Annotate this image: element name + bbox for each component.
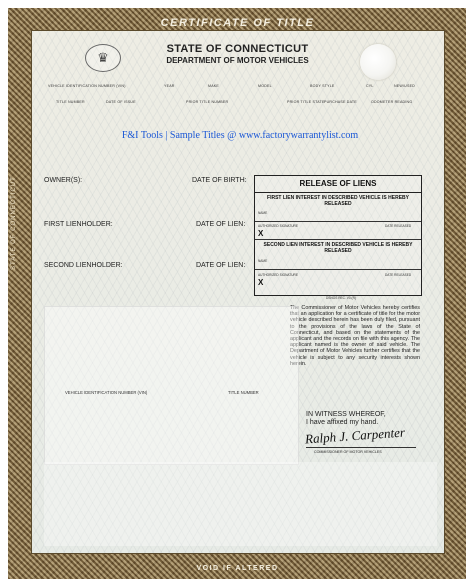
header-body-style: BODY STYLE	[310, 84, 335, 88]
state-name: STATE OF CONNECTICUT	[166, 43, 309, 55]
header-year: YEAR	[164, 84, 175, 88]
header-prior-title-number: PRIOR TITLE NUMBER	[186, 100, 229, 104]
first-date-label: DATE RELEASED	[385, 224, 412, 228]
form-code: DSNOS REC. V0.(R)	[326, 296, 356, 300]
second-date-label: DATE RELEASED	[385, 273, 412, 277]
blank-area-left	[44, 306, 299, 465]
second-sig-label: AUTHORIZED SIGNATURE	[258, 273, 298, 277]
lower-title-number-label: TITLE NUMBER	[228, 390, 259, 395]
header-date-of-issue: DATE OF ISSUE	[106, 100, 136, 104]
first-lien-release-text: FIRST LIEN INTEREST IN DESCRIBED VEHICLE IS HEREBY RELEASED	[267, 195, 409, 207]
embossed-seal-icon	[360, 44, 396, 80]
first-sig-line	[255, 239, 421, 240]
signature-line	[306, 447, 416, 448]
second-x-mark: X	[258, 278, 264, 287]
header-purchase-date: PURCHASE DATE	[324, 100, 357, 104]
release-of-liens-box	[254, 175, 422, 296]
header-vin: VEHICLE IDENTIFICATION NUMBER (VIN)	[48, 84, 126, 88]
header-make: MAKE	[208, 84, 219, 88]
commissioner-signature: Ralph J. Carpenter	[304, 424, 406, 447]
first-x-mark: X	[258, 229, 264, 238]
certificate-banner: CERTIFICATE OF TITLE	[160, 17, 315, 29]
date-of-lien-2-label: DATE OF LIEN:	[196, 262, 246, 269]
state-seal-icon: ♛	[85, 44, 121, 72]
witness-line-1: IN WITNESS WHEREOF,	[306, 411, 386, 418]
header-new-used: NEW/USED	[394, 84, 415, 88]
first-name-line	[255, 221, 421, 222]
second-name-line	[255, 269, 421, 270]
commissioner-certification: The Commissioner of Motor Vehicles hereby certifies that an application for a certificate of title for the motor vehicle described herein has been duly filed, pursuant to the provisions of the laws of the State of Connecticut, and based on the statements of the applicant and the records on file with this agency. The applicant named is the owner of said vehicle. The Department of Motor Vehicles further certifies that the vehicle is subject to any security interests shown herein.	[290, 305, 420, 367]
first-lienholder-label: FIRST LIENHOLDER:	[44, 221, 113, 228]
witness-line-2: I have affixed my hand.	[306, 419, 379, 426]
second-lienholder-label: SECOND LIENHOLDER:	[44, 262, 123, 269]
second-lien-release-text: SECOND LIEN INTEREST IN DESCRIBED VEHICLE IS HEREBY RELEASED	[263, 242, 413, 254]
date-of-birth-label: DATE OF BIRTH:	[192, 177, 247, 184]
lower-vin-label: VEHICLE IDENTIFICATION NUMBER (VIN)	[65, 390, 148, 395]
owners-label: OWNER(S):	[44, 177, 83, 184]
void-if-altered: VOID IF ALTERED	[196, 565, 279, 572]
release-title: RELEASE OF LIENS	[255, 176, 421, 193]
header-odometer: ODOMETER READING	[371, 100, 413, 104]
watermark-link[interactable]: F&I Tools | Sample Titles @ www.factorywarrantylist.com	[121, 130, 359, 141]
header-title-number: TITLE NUMBER	[56, 100, 85, 104]
commissioner-title: COMMISSIONER OF MOTOR VEHICLES	[314, 450, 382, 454]
header-prior-title-state: PRIOR TITLE STATE	[287, 100, 325, 104]
border-side-text: STATE OF CONNECTICUT	[11, 176, 17, 270]
blank-area-bottom	[44, 462, 437, 546]
header-cyl: CYL	[366, 84, 374, 88]
witness-statement	[306, 411, 386, 427]
second-name-label: NAME	[258, 259, 268, 263]
first-name-label: NAME	[258, 211, 268, 215]
first-sig-label: AUTHORIZED SIGNATURE	[258, 224, 298, 228]
date-of-lien-1-label: DATE OF LIEN:	[196, 221, 246, 228]
header-model: MODEL	[258, 84, 272, 88]
department-name: DEPARTMENT OF MOTOR VEHICLES	[166, 56, 309, 65]
